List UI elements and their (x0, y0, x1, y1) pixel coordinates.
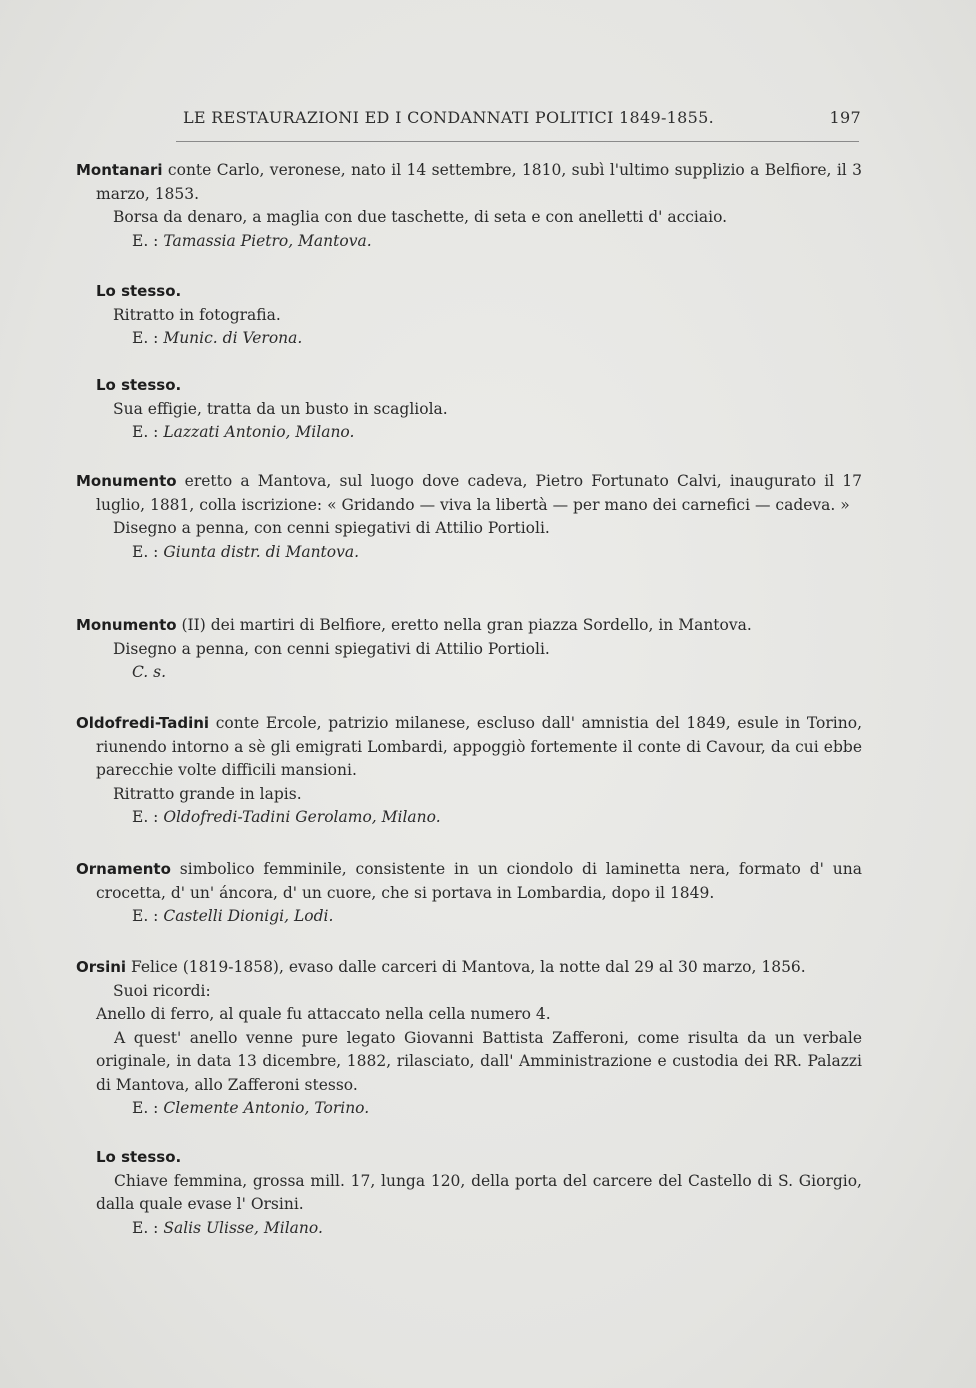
entry-head: Lo stesso. (96, 282, 182, 300)
entry-text: Monumento eretto a Mantova, sul luogo dove cadeva, Pietro Fortunato Calvi, inaugurato il 17 luglio, 1881, colla iscrizione: « Gridando — viva la libertà — per mano dei carnefici — cadeva. » (76, 472, 862, 514)
entry-desc: Sua effigie, tratta da un busto in scagliola. (113, 399, 448, 418)
entry-monumento-ii (76, 614, 862, 685)
entry-exhibitor: E. : Lazzati Antonio, Milano. (132, 423, 355, 441)
entry-exhibitor: E. : Giunta distr. di Mantova. (132, 542, 360, 561)
entry-exhibitor: C. s. (132, 663, 167, 681)
header-title: LE RESTAURAZIONI ED I CONDANNATI POLITICI 1849-1855. (183, 108, 714, 127)
entry-exhibitor: E. : Castelli Dionigi, Lodi. (132, 907, 334, 925)
page-number: 197 (829, 108, 861, 127)
entry-exhibitor: E. : Clemente Antonio, Torino. (132, 1099, 370, 1117)
entry-head: Monumento (76, 472, 177, 490)
entry-head: Ornamento (76, 860, 171, 878)
entry-head: Lo stesso. (96, 376, 182, 394)
entry-desc: Ritratto grande in lapis. (113, 784, 302, 803)
entry-lo-stesso (76, 1146, 862, 1240)
entry-head: Monumento (76, 616, 177, 634)
entry-exhibitor: E. : Munic. di Verona. (132, 329, 303, 347)
entry-desc: Suoi ricordi: (113, 981, 211, 1000)
entry-exhibitor: E. : Tamassia Pietro, Mantova. (132, 231, 372, 250)
entry-desc: Borsa da denaro, a maglia con due taschette, di seta e con anelletti d' acciaio. (113, 208, 728, 226)
entry-monumento (76, 470, 862, 564)
entry-text: Orsini Felice (1819-1858), evaso dalle carceri di Mantova, la notte dal 29 al 30 marzo, 1856. (76, 958, 806, 976)
entry-orsini (76, 956, 862, 1121)
entry-paragraph: Chiave femmina, grossa mill. 17, lunga 120, della porta del carcere del Castello di S. Giorgio, dalla quale evase l' Orsini. (96, 1171, 862, 1213)
entry-head: Lo stesso. (96, 1148, 182, 1166)
entry-desc: Ritratto in fotografia. (113, 305, 281, 324)
entry-head: Orsini (76, 958, 127, 976)
entry-ornamento (76, 858, 862, 929)
entry-montanari (76, 159, 862, 253)
entry-line: Anello di ferro, al quale fu attaccato nella cella numero 4. (96, 1005, 551, 1023)
entry-text: Montanari conte Carlo, veronese, nato il 14 settembre, 1810, subì l'ultimo supplizio a Belfiore, il 3 marzo, 1853. (76, 161, 862, 203)
entry-text: Monumento (II) dei martiri di Belfiore, eretto nella gran piazza Sordello, in Mantova. (76, 616, 752, 634)
running-header (183, 108, 861, 127)
entry-lo-stesso (76, 280, 862, 351)
header-rule (176, 141, 859, 142)
entry-head: Oldofredi-Tadini (76, 714, 210, 732)
entry-text: Oldofredi-Tadini conte Ercole, patrizio milanese, escluso dall' amnistia del 1849, esule in Torino, riunendo intorno a sè gli emigrati Lombardi, appoggiò fortemente il conte di Cavour, da cui ebbe parecchie volte difficili mansioni. (76, 714, 862, 779)
entry-desc: Disegno a penna, con cenni spiegativi di Attilio Portioli. (113, 519, 550, 537)
entry-exhibitor: E. : Salis Ulisse, Milano. (132, 1218, 323, 1237)
entry-oldofredi-tadini (76, 712, 862, 830)
entry-head: Montanari (76, 161, 163, 179)
entry-exhibitor: E. : Oldofredi-Tadini Gerolamo, Milano. (132, 808, 441, 826)
entry-text: Ornamento simbolico femminile, consistente in un ciondolo di laminetta nera, formato d' una crocetta, d' un' áncora, d' un cuore, che si portava in Lombardia, dopo il 1849. (76, 860, 862, 902)
entry-lo-stesso (76, 374, 862, 445)
entry-desc: Disegno a penna, con cenni spiegativi di Attilio Portioli. (113, 639, 550, 658)
entry-paragraph: A quest' anello venne pure legato Giovanni Battista Zafferoni, come risulta da un verbale originale, in data 13 dicembre, 1882, rilasciato, dall' Amministrazione e custodia dei RR. Palazzi di Mantova, allo Zafferoni stesso. (96, 1028, 862, 1094)
